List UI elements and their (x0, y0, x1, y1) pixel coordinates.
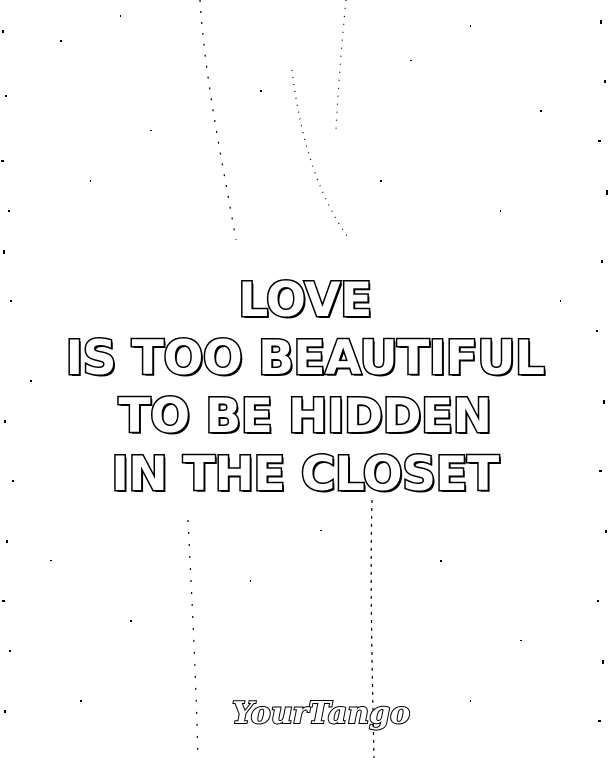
quote-line-2: IS TOO BEAUTIFUL (65, 331, 545, 386)
logo-wordmark: YourTango (232, 696, 411, 731)
quote-line-1: LOVE (238, 273, 372, 328)
quote-line-4: IN THE CLOSET (111, 447, 499, 502)
quote-line-3: TO BE HIDDEN (118, 389, 492, 444)
yourtango-logo (232, 690, 411, 742)
quote-text (0, 272, 610, 504)
